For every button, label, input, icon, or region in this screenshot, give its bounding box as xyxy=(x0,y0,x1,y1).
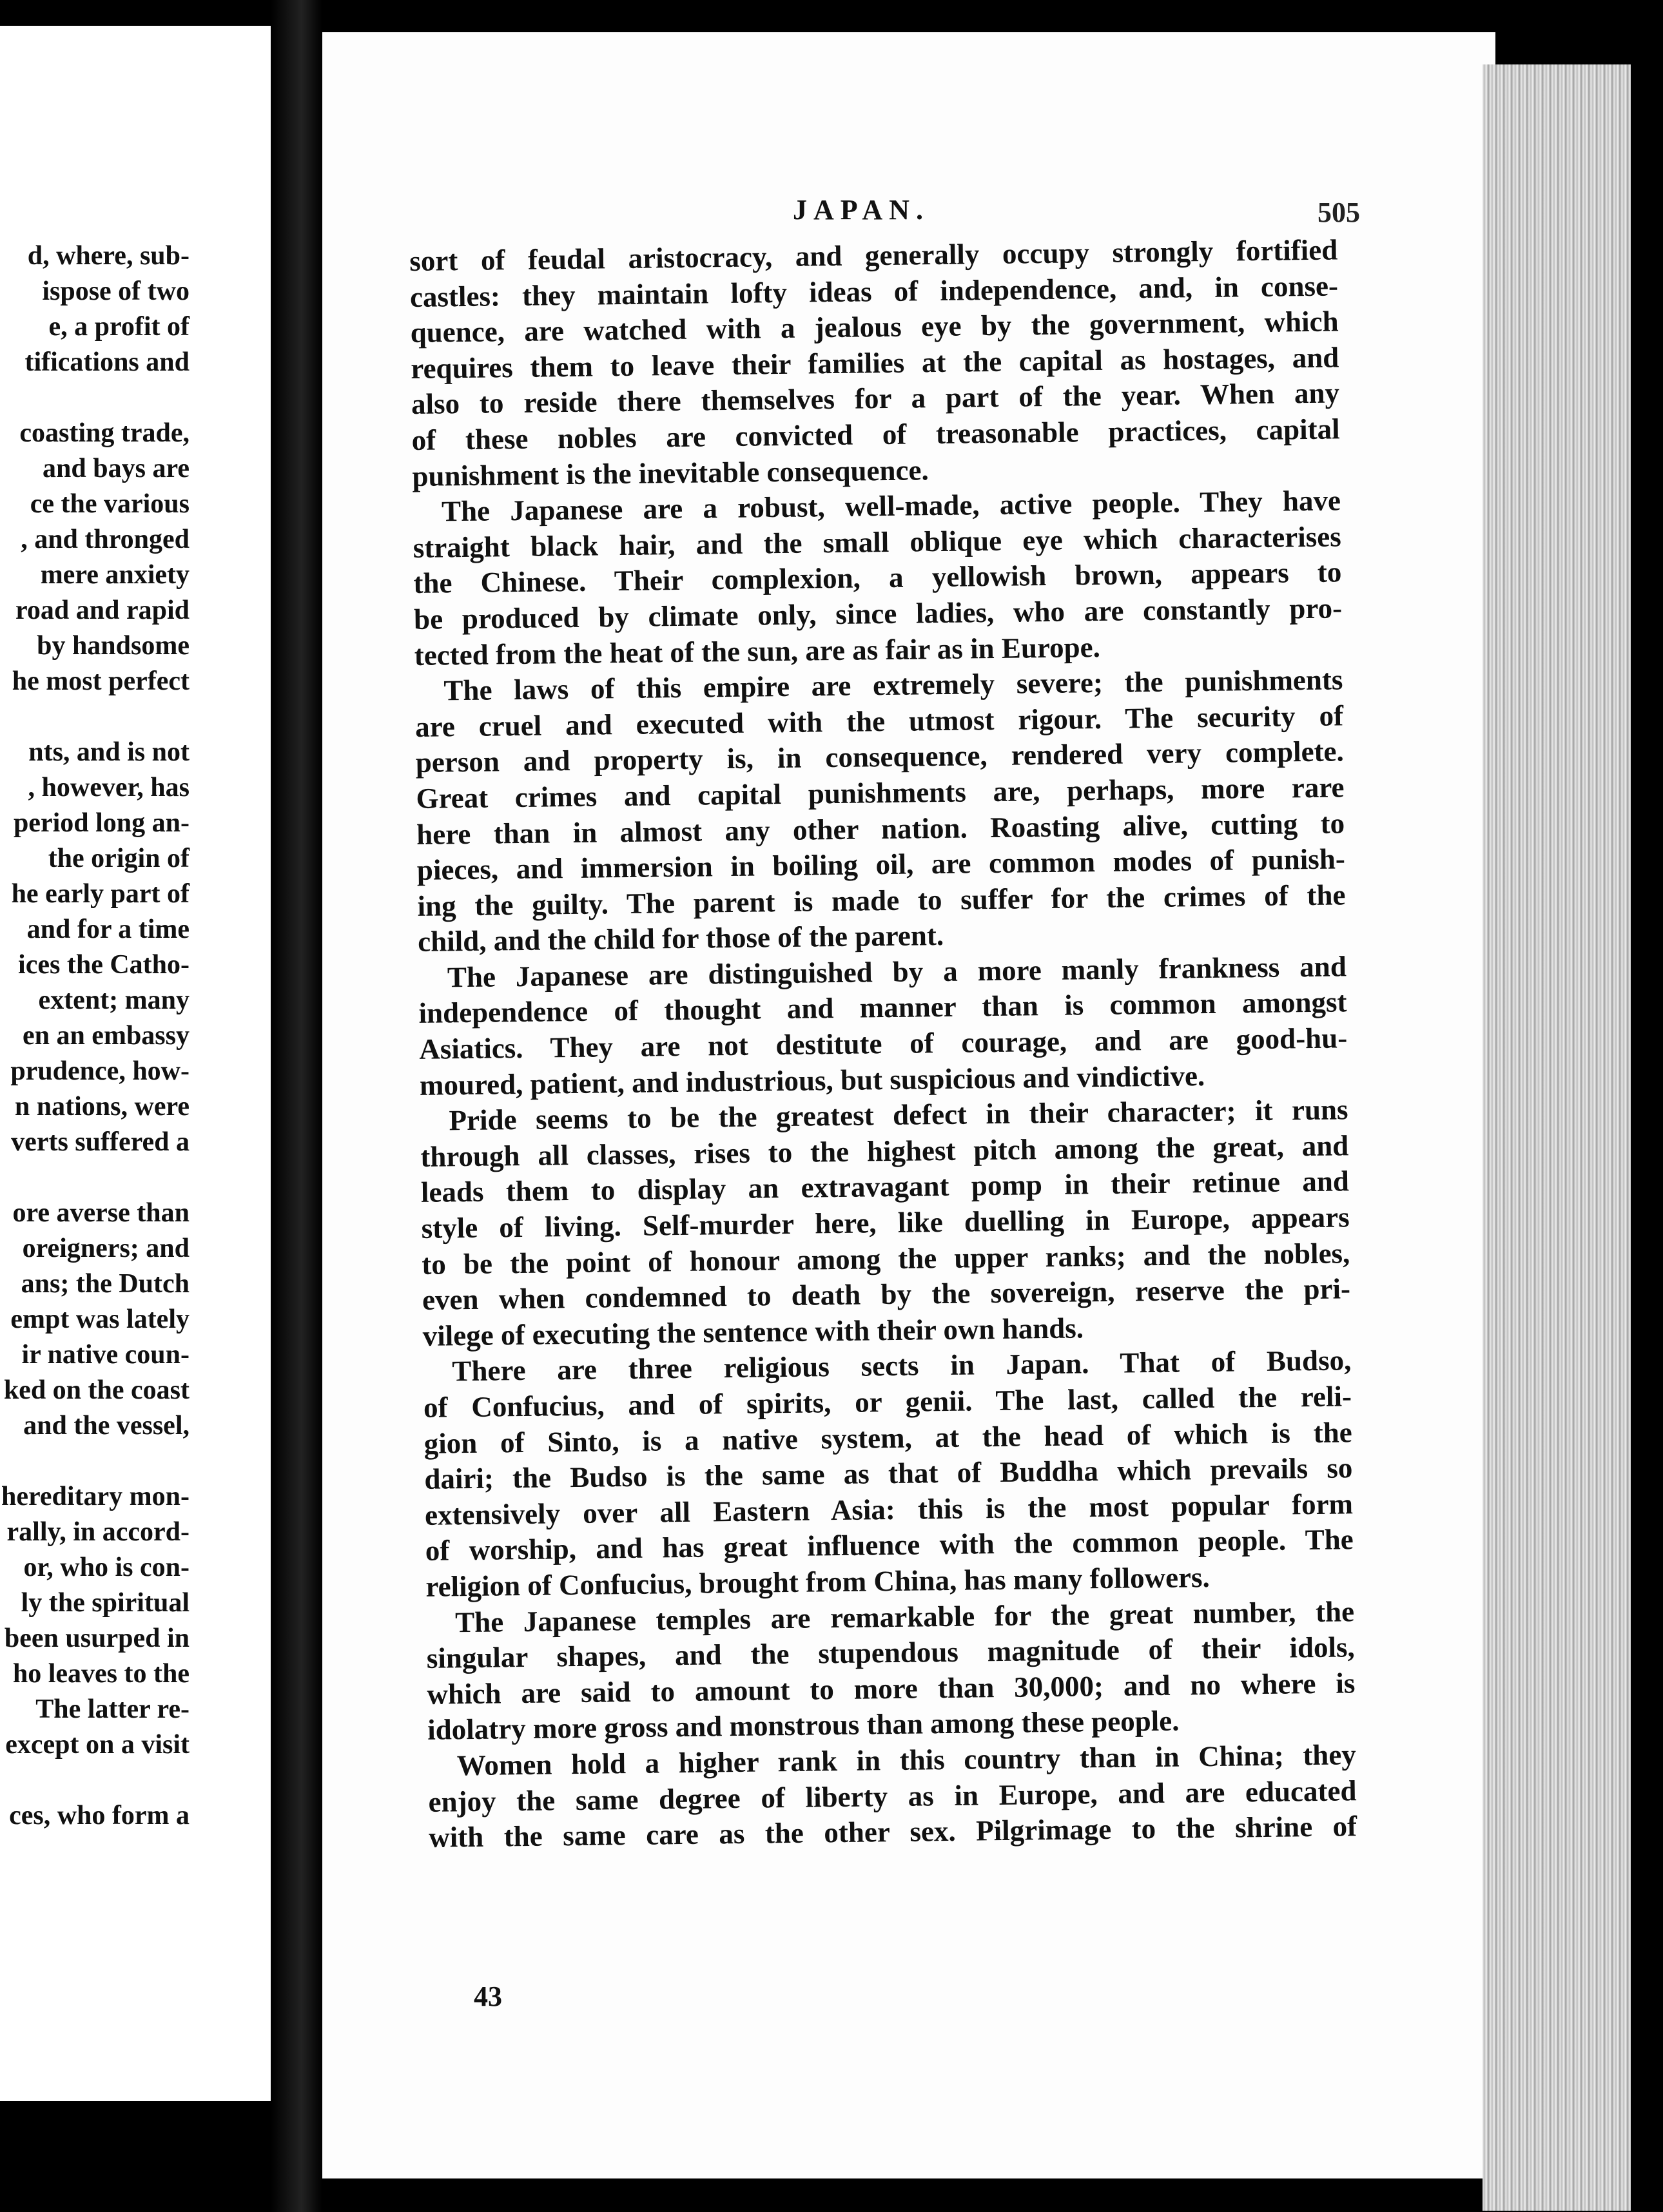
text-line: leads them to display an extravagant pomp in their retinue and xyxy=(420,1165,1350,1209)
text-line: ing the guilty. The parent is made to suffer for the crimes of the xyxy=(417,878,1346,922)
text-line: to be the point of honour among the upper ranks; and the nobles, xyxy=(422,1236,1350,1281)
left-text-line: , however, has xyxy=(28,773,190,802)
left-text-line: extent; many xyxy=(38,985,190,1015)
text-line: which are said to amount to more than 30,000; and no where is xyxy=(427,1666,1356,1711)
text-line: gion of Sinto, is a native system, at the head of which is the xyxy=(423,1415,1352,1460)
left-text-line: d, where, sub- xyxy=(27,241,190,271)
body-text xyxy=(409,232,1357,1856)
left-text-line: except on a visit xyxy=(5,1730,190,1760)
text-line: moured, patient, and industrious, but suspicious and vindictive. xyxy=(419,1059,1205,1101)
left-line-gap xyxy=(0,1763,190,1798)
left-line-gap xyxy=(0,1160,190,1196)
left-text-line: he most perfect xyxy=(12,666,190,696)
text-line: tected from the heat of the sun, are as fair as in Europe. xyxy=(414,630,1101,672)
text-line: The laws of this empire are extremely severe; the punishments xyxy=(443,663,1343,707)
text-line: castles: they maintain lofty ideas of independence, and, in conse- xyxy=(409,269,1339,313)
text-line: sort of feudal aristocracy, and generally occupy strongly fortified xyxy=(409,233,1338,277)
left-text-line: ked on the coast xyxy=(3,1375,190,1405)
left-text-line: been usurped in xyxy=(4,1624,190,1653)
text-line: pieces, and immersion in boiling oil, are common modes of punish- xyxy=(416,842,1346,887)
text-line: Great crimes and capital punishments are, perhaps, more rare xyxy=(416,771,1345,815)
left-text-line: and bays are xyxy=(43,454,190,483)
text-line: quence, are watched with a jealous eye by the government, which xyxy=(410,305,1339,349)
left-text-line: ir native coun- xyxy=(21,1340,190,1370)
left-text-line: , and thronged xyxy=(21,525,190,554)
book-gutter xyxy=(271,0,322,2212)
text-line: punishment is the inevitable consequence. xyxy=(412,453,929,492)
text-line: enjoy the same degree of liberty as in Europe, and are educated xyxy=(428,1774,1357,1818)
left-line-gap xyxy=(0,380,190,416)
left-text-line: oreigners; and xyxy=(22,1234,190,1263)
text-line: Asiatics. They are not destitute of courage, and are good-hu- xyxy=(418,1022,1348,1065)
left-line-gap xyxy=(0,1444,190,1479)
left-text-line: prudence, how- xyxy=(10,1056,190,1086)
text-line: even when condemned to death by the sovereign, reserve the pri- xyxy=(422,1272,1351,1317)
left-page-text xyxy=(0,238,190,1834)
left-text-line: verts suffered a xyxy=(11,1127,190,1157)
left-text-line: coasting trade, xyxy=(19,418,190,448)
left-text-line: ces, who form a xyxy=(9,1801,190,1830)
text-line: Women hold a higher rank in this country than in China; they xyxy=(456,1738,1357,1782)
left-text-line: and for a time xyxy=(26,915,190,944)
text-line: through all classes, rises to the highest pitch among the great, and xyxy=(420,1129,1349,1173)
left-text-line: hereditary mon- xyxy=(1,1482,190,1511)
text-line: The Japanese temples are remarkable for the great number, the xyxy=(454,1595,1355,1638)
left-text-line: ices the Catho- xyxy=(18,950,190,980)
left-text-line: ore averse than xyxy=(12,1198,190,1228)
text-line: The Japanese are distinguished by a more manly frankness and xyxy=(447,950,1347,994)
left-text-line: the origin of xyxy=(48,844,190,873)
text-line: style of living. Self-murder here, like duelling in Europe, appears xyxy=(421,1201,1350,1245)
text-line: person and property is, in consequence, rendered very complete. xyxy=(415,735,1345,779)
left-text-line: tifications and xyxy=(24,347,190,377)
text-line: child, and the child for those of the parent. xyxy=(417,919,944,958)
text-line: with the same care as the other sex. Pilgrimage to the shrine of xyxy=(428,1810,1357,1854)
signature-mark: 43 xyxy=(474,1981,502,2012)
left-text-line: en an embassy xyxy=(22,1021,190,1051)
text-line: extensively over all Eastern Asia: this is the most popular form xyxy=(424,1488,1354,1531)
left-text-line: n nations, were xyxy=(14,1092,190,1121)
left-text-line: by handsome xyxy=(37,631,190,661)
text-line: also to reside there themselves for a part of the year. When any xyxy=(411,376,1340,421)
page-header xyxy=(413,193,1360,238)
left-text-line: period long an- xyxy=(13,808,190,838)
left-text-line: The latter re- xyxy=(35,1694,190,1724)
text-line: here than in almost any other nation. Roasting alive, cutting to xyxy=(416,806,1345,851)
left-line-gap xyxy=(0,699,190,735)
left-text-line: ce the various xyxy=(30,489,190,519)
text-line: idolatry more gross and monstrous than among these people. xyxy=(427,1704,1180,1747)
left-text-line: road and rapid xyxy=(15,596,190,625)
running-head: JAPAN. xyxy=(793,194,929,226)
left-text-line: rally, in accord- xyxy=(6,1517,190,1547)
left-text-line: ispose of two xyxy=(42,276,190,306)
text-line: are cruel and executed with the utmost rigour. The security of xyxy=(414,699,1344,743)
text-line: independence of thought and manner than is common amongst xyxy=(418,985,1347,1030)
left-text-line: empt was lately xyxy=(10,1305,190,1334)
text-line: dairi; the Budso is the same as that of Buddha which prevails so xyxy=(424,1451,1353,1496)
left-text-line: he early part of xyxy=(11,879,190,909)
left-text-line: ly the spiritual xyxy=(21,1588,190,1618)
left-text-line: mere anxiety xyxy=(40,560,190,590)
page-number: 505 xyxy=(1318,197,1360,228)
text-line: requires them to leave their families at the capital as hostages, and xyxy=(411,341,1339,385)
text-line: of these nobles are convicted of treasonable practices, capital xyxy=(411,412,1340,456)
left-page xyxy=(0,26,271,2101)
left-text-line: ho leaves to the xyxy=(12,1659,190,1689)
left-text-line: or, who is con- xyxy=(23,1553,190,1582)
text-line: There are three religious sects in Japan. That of Budso, xyxy=(452,1344,1352,1388)
text-line: Pride seems to be the greatest defect in their character; it runs xyxy=(449,1093,1348,1137)
left-text-line: ans; the Dutch xyxy=(21,1269,190,1299)
left-text-line: e, a profit of xyxy=(48,312,190,342)
text-line: of Confucius, and of spirits, or genii. The last, called the reli- xyxy=(423,1380,1352,1424)
text-line: religion of Confucius, brought from China, has many followers. xyxy=(425,1560,1211,1603)
text-line: the Chinese. Their complexion, a yellowish brown, appears to xyxy=(413,556,1342,600)
text-line: be produced by climate only, since ladies, who are constantly pro- xyxy=(413,592,1343,635)
left-text-line: and the vessel, xyxy=(23,1411,190,1441)
text-line: straight black hair, and the small oblique eye which characterises xyxy=(413,520,1341,564)
text-line: of worship, and has great influence with the common people. The xyxy=(425,1523,1354,1567)
text-line: singular shapes, and the stupendous magnitude of their idols, xyxy=(426,1631,1356,1674)
left-text-line: nts, and is not xyxy=(28,737,190,767)
text-line: The Japanese are a robust, well-made, active people. They have xyxy=(441,484,1341,528)
page-edges xyxy=(1483,64,1631,2211)
text-line: vilege of executing the sentence with their own hands. xyxy=(422,1312,1084,1352)
